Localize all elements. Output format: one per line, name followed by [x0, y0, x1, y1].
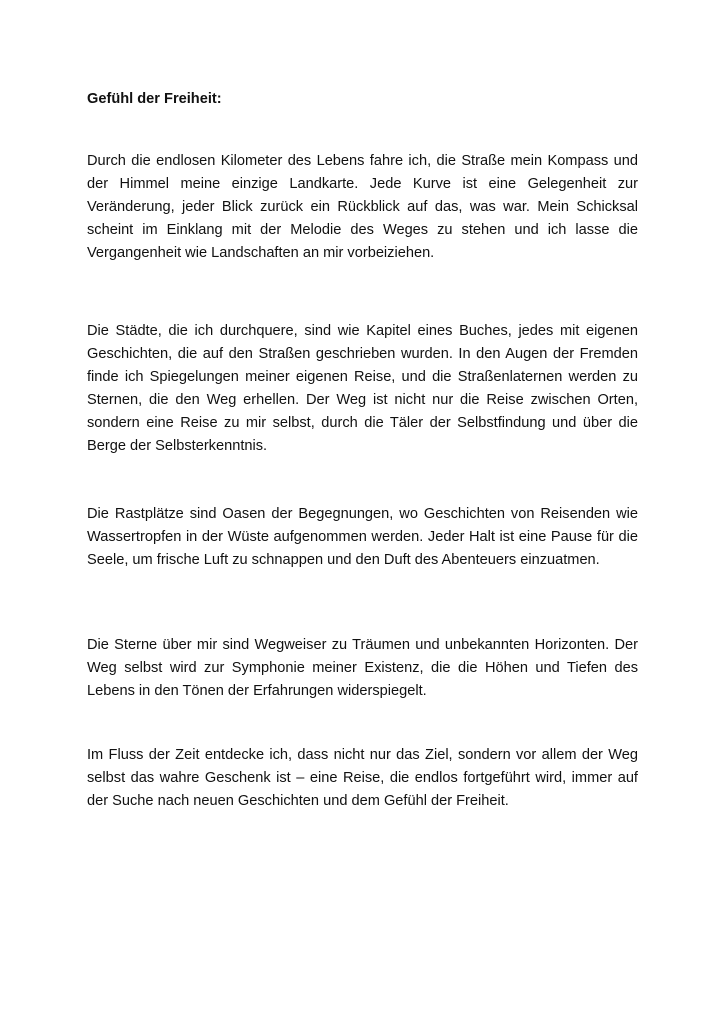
- paragraph-5: Im Fluss der Zeit entdecke ich, dass nicht nur das Ziel, sondern vor allem der Weg selbst das wahre Geschenk ist – eine Reise, die endlos fortgeführt wird, immer auf der Suche nach neuen Geschichten und dem Gefühl der Freiheit.: [87, 747, 638, 809]
- paragraph-3: Die Rastplätze sind Oasen der Begegnungen, wo Geschichten von Reisenden wie Wassertropfen in der Wüste aufgenommen werden. Jeder Halt ist eine Pause für die Seele, um frische Luft zu schnappen und den Duft des Abenteuers einzuatmen.: [87, 506, 638, 568]
- document-title: Gefühl der Freiheit:: [87, 91, 222, 107]
- paragraph-1: Durch die endlosen Kilometer des Lebens fahre ich, die Straße mein Kompass und der Himmel meine einzige Landkarte. Jede Kurve ist eine Gelegenheit zur Veränderung, jeder Blick zurück ein Rückblick auf das, was war. Mein Schicksal scheint im Einklang mit der Melodie des Weges zu stehen und ich lasse die Vergangenheit wie Landschaften an mir vorbeiziehen.: [87, 153, 638, 261]
- paragraph-4: Die Sterne über mir sind Wegweiser zu Träumen und unbekannten Horizonten. Der Weg selbst wird zur Symphonie meiner Existenz, die die Höhen und Tiefen des Lebens in den Tönen der Erfahrungen widerspiegelt.: [87, 637, 638, 699]
- paragraph-2: Die Städte, die ich durchquere, sind wie Kapitel eines Buches, jedes mit eigenen Geschichten, die auf den Straßen geschrieben wurden. In den Augen der Fremden finde ich Spiegelungen meiner eigenen Reise, und die Straßenlaternen werden zu Sternen, die den Weg erhellen. Der Weg ist nicht nur die Reise zwischen Orten, sondern eine Reise zu mir selbst, durch die Täler der Selbstfindung und über die Berge der Selbsterkenntnis.: [87, 323, 638, 454]
